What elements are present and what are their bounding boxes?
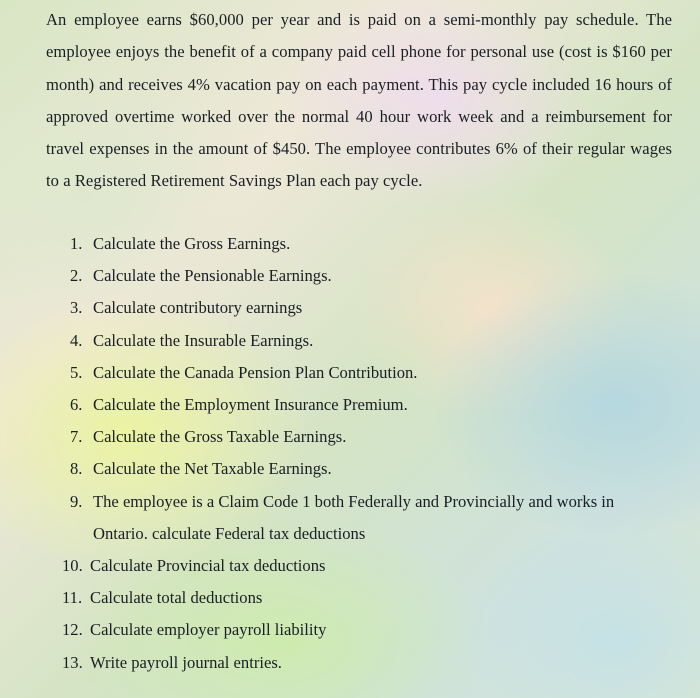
question-number: 2. (70, 266, 83, 286)
question-text: Calculate the Employment Insurance Premium. (93, 395, 408, 415)
question-item-5 (0, 357, 700, 389)
question-text: Calculate the Gross Taxable Earnings. (93, 427, 347, 447)
question-number: 3. (70, 298, 83, 318)
question-number: 7. (70, 427, 83, 447)
question-text: Calculate the Insurable Earnings. (93, 330, 314, 350)
problem-statement: An employee earns $60,000 per year and is paid on a semi-monthly pay schedule. The employee enjoys the benefit of a company paid cell phone for personal use (cost is $160 per month) and receives 4% vacation pay on each payment. This pay cycle included 16 hours of approved overtime worked over the normal 40 hour work week and a reimbursement for travel expenses in the amount of $450. The employee contributes 6% of their regular wages to a Registered Retirement Savings Plan each pay cycle. (46, 10, 672, 191)
question-item-1 (0, 228, 700, 260)
question-text: Calculate the Pensionable Earnings. (93, 266, 332, 286)
question-number: 9. (70, 491, 83, 511)
question-text: Calculate employer payroll liability (90, 620, 327, 640)
question-item-6 (0, 389, 700, 421)
question-text: Calculate contributory earnings (93, 298, 303, 318)
question-number: 10. (62, 556, 83, 576)
question-item-11 (0, 582, 700, 614)
question-text: Write payroll journal entries. (90, 652, 282, 672)
question-text: Calculate the Net Taxable Earnings. (93, 459, 332, 479)
question-item-12 (0, 614, 700, 646)
question-number: 1. (70, 234, 83, 253)
question-text: Calculate the Gross Earnings. (93, 234, 291, 253)
question-list (0, 228, 700, 679)
question-number: 6. (70, 395, 83, 415)
question-number: 8. (70, 459, 83, 479)
question-text: Calculate Provincial tax deductions (90, 556, 326, 576)
question-number: 13. (62, 652, 83, 672)
question-item-3 (0, 292, 700, 324)
question-text: Calculate total deductions (90, 588, 263, 608)
question-text: Calculate the Canada Pension Plan Contribution. (93, 362, 418, 382)
question-item-8 (0, 453, 700, 485)
question-item-13 (0, 647, 700, 679)
question-item-7 (0, 421, 700, 453)
question-item-4 (0, 325, 700, 357)
question-text: The employee is a Claim Code 1 both Federally and Provincially and works in Ontario. calculate Federal tax deductions (93, 491, 615, 543)
question-number: 11. (62, 588, 83, 608)
question-item-9 (0, 486, 700, 550)
question-number: 4. (70, 330, 83, 350)
question-number: 5. (70, 362, 83, 382)
question-item-2 (0, 260, 700, 292)
question-number: 12. (62, 620, 83, 640)
question-item-10 (0, 550, 700, 582)
